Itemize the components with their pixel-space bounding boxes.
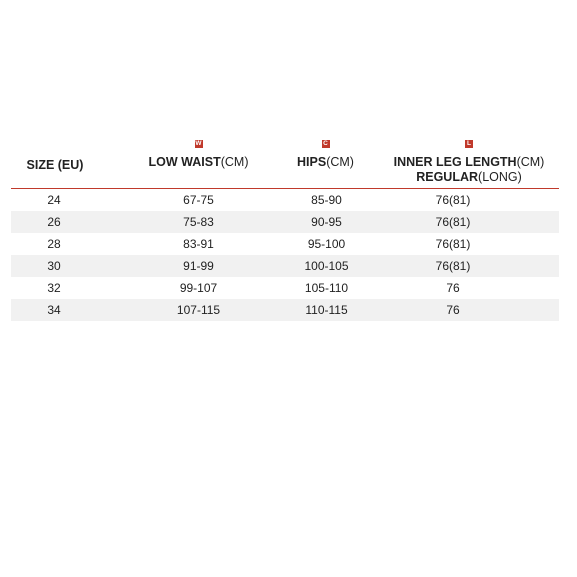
cell-waist: 67-75 [183,193,214,207]
waist-label: LOW WAIST [148,155,221,169]
table-row [11,233,559,255]
cell-waist: 91-99 [183,259,214,273]
cell-hips: 90-95 [311,215,342,229]
cell-size: 34 [47,303,61,317]
cell-leg: 76(81) [435,259,471,273]
cell-hips: 95-100 [307,237,346,251]
cell-size: 32 [47,281,61,295]
waist-unit: (CM) [220,155,249,169]
cell-size: 26 [47,215,61,229]
table-row [11,211,559,233]
cell-waist: 83-91 [183,237,214,251]
header-leg [379,140,559,185]
hips-badge-icon: C [323,140,328,147]
cell-leg: 76 [446,281,460,295]
table-row [11,277,559,299]
leg-unit: (CM) [516,155,545,169]
cell-leg: 76 [446,303,460,317]
cell-hips: 85-90 [311,193,342,207]
leg-label-regular: REGULAR [416,170,479,184]
waist-badge-icon: W [195,140,202,147]
cell-waist: 99-107 [179,281,218,295]
cell-size: 30 [47,259,61,273]
cell-leg: 76(81) [435,193,471,207]
hips-label: HIPS [297,155,327,169]
cell-waist: 75-83 [183,215,214,229]
cell-hips: 105-110 [304,281,349,295]
cell-waist: 107-115 [176,303,221,317]
table-row [11,189,559,211]
header-hips [273,140,378,170]
cell-size: 28 [47,237,61,251]
cell-hips: 100-105 [304,259,349,273]
table-header [11,140,559,189]
cell-leg: 76(81) [435,237,471,251]
hips-unit: (CM) [326,155,354,169]
table-row [11,255,559,277]
cell-size: 24 [47,193,61,207]
cell-hips: 110-115 [305,303,348,317]
size-chart-table [11,140,559,321]
leg-unit-long: (LONG) [478,170,522,184]
table-row [11,299,559,321]
leg-label: INNER LEG LENGTH [393,155,517,169]
cell-leg: 76(81) [435,215,471,229]
header-waist [121,140,276,170]
leg-badge-icon: L [465,140,473,148]
header-size: SIZE (EU) [26,158,84,172]
